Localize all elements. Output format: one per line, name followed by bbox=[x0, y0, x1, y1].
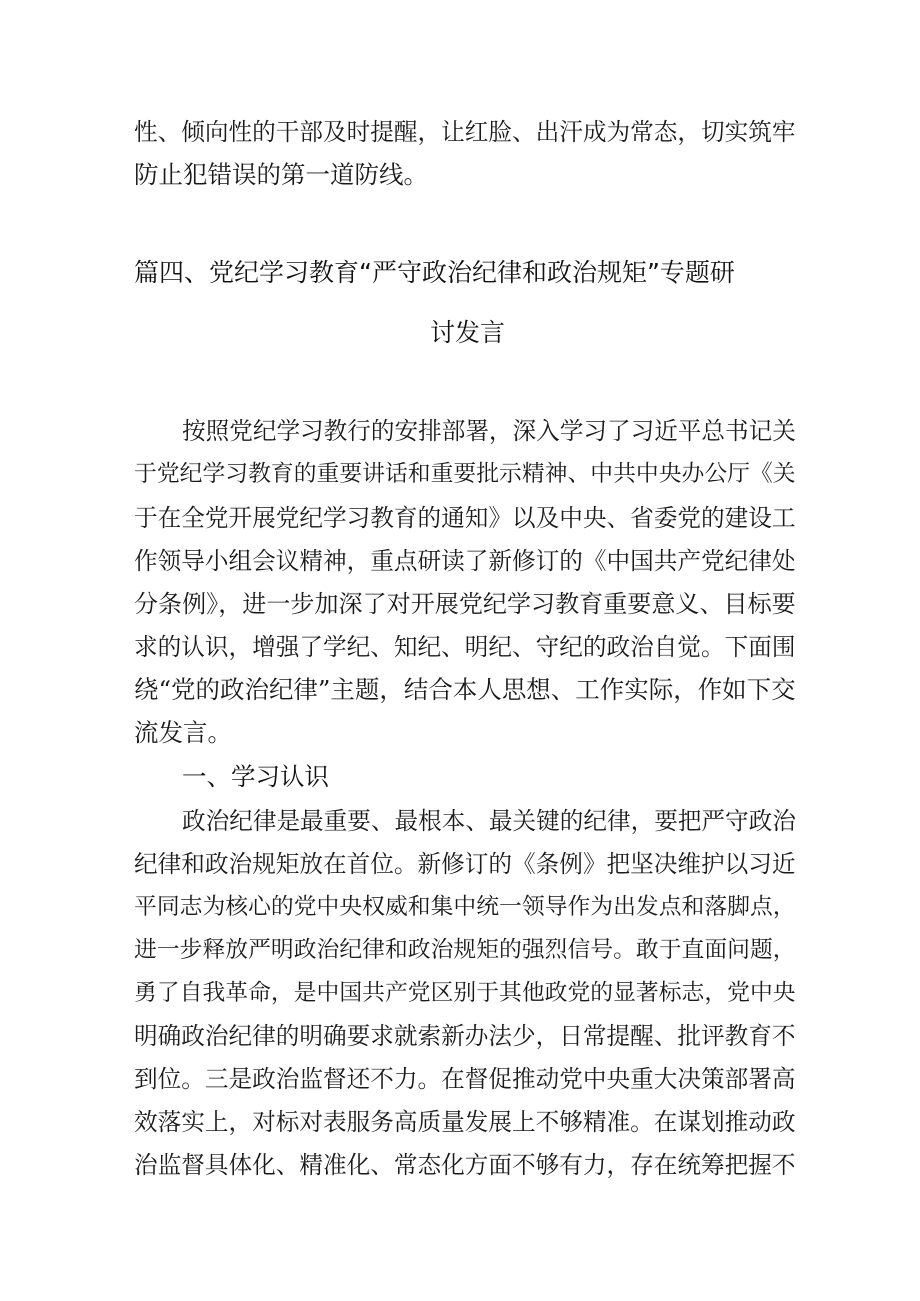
body-text-line: 进一步释放严明政治纪律和政治规矩的强烈信号。敢于直面问题， bbox=[134, 937, 796, 963]
body-text-line: 性、倾向性的干部及时提醒，让红脸、出汗成为常态，切实筑牢 bbox=[134, 118, 796, 146]
body-text-line: 作领导小组会议精神，重点研读了新修订的《中国共产党纪律处 bbox=[134, 547, 796, 575]
body-text-line: 防止犯错误的第一道防线。 bbox=[134, 160, 428, 189]
body-text-line: 平同志为核心的党中央权威和集中统一领导作为出发点和落脚点， bbox=[134, 894, 796, 920]
body-text-line: 勇了自我革命，是中国共产党区别于其他政党的显著标志，党中央 bbox=[134, 980, 796, 1006]
body-text-line: 治监督具体化、精准化、常态化方面不够有力，存在统筹把握不 bbox=[134, 1151, 796, 1179]
paragraph-first-line: 按照党纪学习教行的安排部署，深入学习了习近平总书记关 bbox=[182, 417, 796, 445]
paragraph-first-line: 政治纪律是最重要、最根本、最关键的纪律，要把严守政治 bbox=[182, 807, 796, 835]
body-text-line: 于党纪学习教育的重要讲话和重要批示精神、中共中央办公厅《关 bbox=[134, 461, 796, 487]
body-text-line: 分条例》，进一步加深了对开展党纪学习教育重要意义、目标要 bbox=[134, 590, 796, 618]
body-text-line: 绕“党的政治纪律”主题，结合本人思想、工作实际，作如下交 bbox=[134, 675, 796, 704]
body-text-line: 效落实上，对标对表服务高质量发展上不够精准。在谋划推动政 bbox=[134, 1108, 796, 1136]
body-text-line: 于在全党开展党纪学习教育的通知》以及中央、省委党的建设工 bbox=[134, 504, 796, 532]
body-text-line: 流发言。 bbox=[134, 718, 232, 747]
subsection-heading: 一、学习认识 bbox=[182, 762, 329, 791]
body-text-line: 求的认识，增强了学纪、知纪、明纪、守纪的政治自觉。下面围 bbox=[134, 633, 796, 661]
body-text-line: 明确政治纪律的明确要求就索新办法少，日常提醒、批评教育不 bbox=[134, 1022, 796, 1050]
body-text-line: 到位。三是政治监督还不力。在督促推动党中央重大决策部署高 bbox=[134, 1065, 796, 1093]
section-title: 篇四、党纪学习教育“严守政治纪律和政治规矩”专题研 bbox=[134, 258, 735, 287]
section-title-continued: 讨发言 bbox=[430, 318, 506, 347]
body-text-line: 纪律和政治规矩放在首位。新修订的《条例》把坚决维护以习近 bbox=[134, 850, 796, 878]
